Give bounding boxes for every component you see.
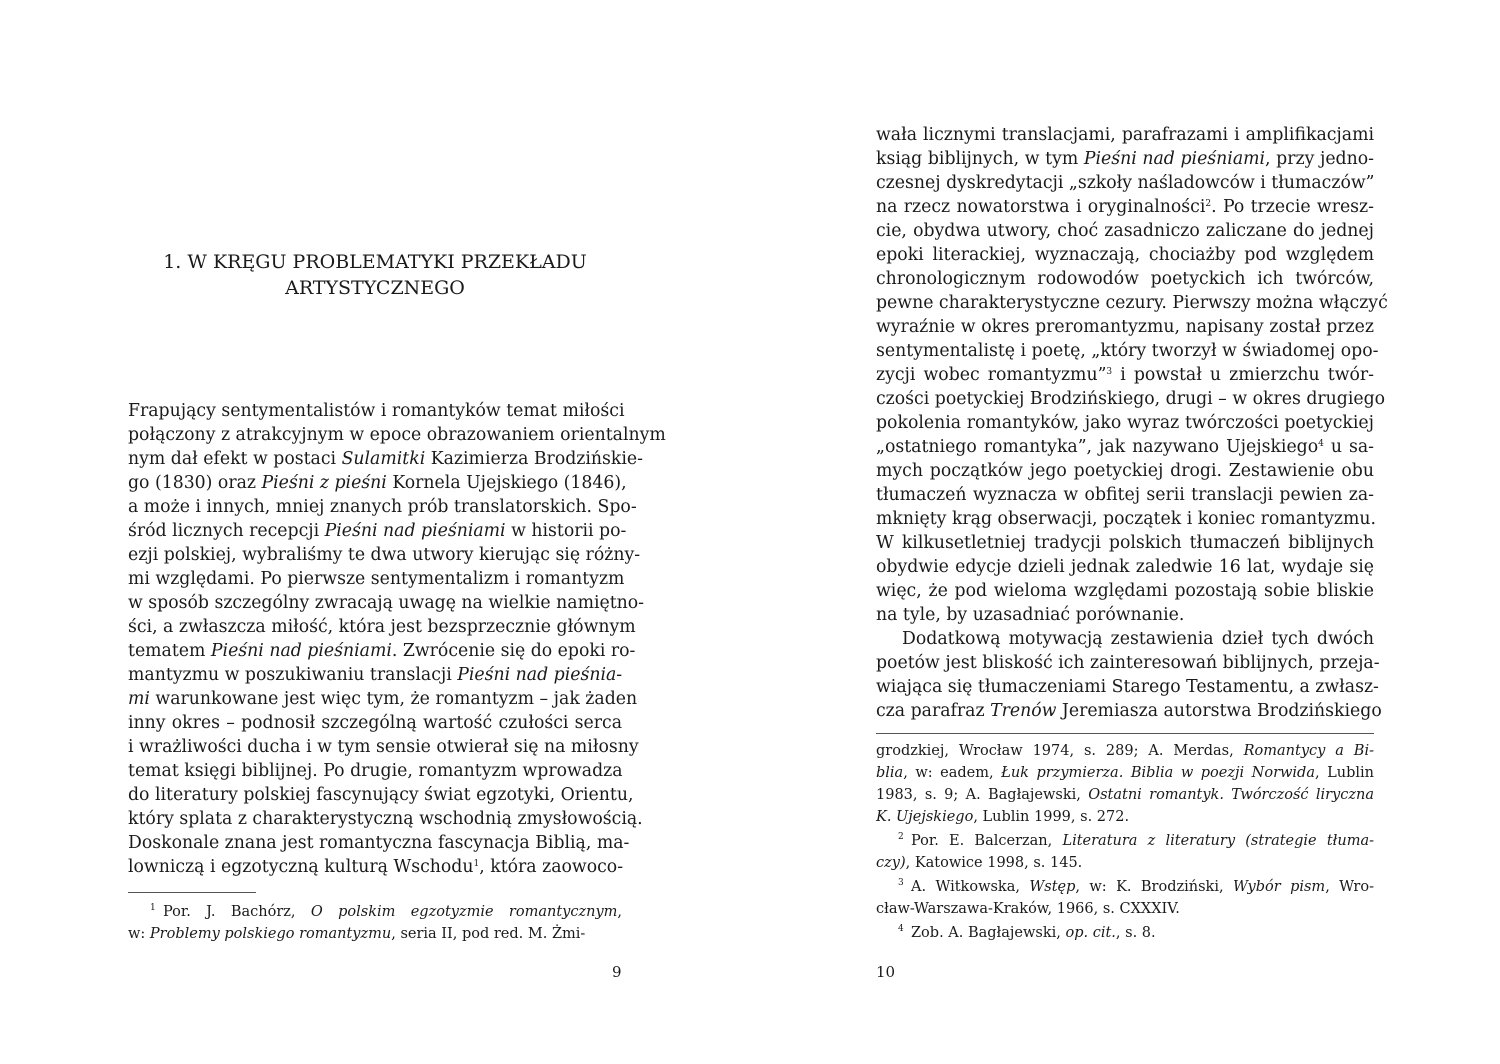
footnote-marker: 4 <box>1318 439 1324 449</box>
footnote-number: 3 <box>898 878 904 888</box>
text-line: nym dał efekt w postaci Sulamitki Kazimierza Brodzińskie- <box>128 449 643 469</box>
right-body-text <box>876 123 1388 723</box>
text-line: mi warunkowane jest więc tym, że romantyzm – jak żaden <box>128 689 638 709</box>
footnote-line: $^3$ A. Witkowska, Wstęp, w: K. Brodziński, Wybór pism, Wro- <box>898 878 1374 895</box>
text-line: pokolenia romantyków, jako wyraz twórczości poetyckiej <box>876 413 1374 433</box>
footnote-line: czy), Katowice 1998, s. 145. <box>876 855 1083 871</box>
text-line: w sposób szczególny zwracają uwagę na wielkie namiętno- <box>128 593 645 613</box>
left-footnotes <box>128 901 622 947</box>
text-line: który splata z charakterystyczną wschodnią zmysłowością. <box>128 809 643 829</box>
text-line: mknięty krąg obserwacji, początek i koniec romantyzmu. <box>876 509 1376 529</box>
text-line: mantyzmu w poszukiwaniu translacji Pieśni nad pieśnia- <box>128 665 623 685</box>
chapter-title-line: 1. W KRĘGU PROBLEMATYKI PRZEKŁADU <box>163 251 587 273</box>
text-line: cie, obydwa utwory, choć zasadniczo zaliczane do jednej <box>876 221 1374 241</box>
footnote-separator <box>876 733 1374 734</box>
text-line: a może i innych, mniej znanych prób translatorskich. Spo- <box>128 497 637 517</box>
footnote-marker: 3 <box>1106 367 1113 377</box>
text-line: tematem Pieśni nad pieśniami. Zwrócenie się do epoki ro- <box>128 641 636 661</box>
text-line: wiająca się tłumaczeniami Starego Testamentu, a zwłasz- <box>876 677 1379 697</box>
footnote-line: $^4$ Zob. A. Bagłajewski, op. cit., s. 8. <box>898 924 1156 941</box>
footnote-line: K. Ujejskiego, Lublin 1999, s. 272. <box>876 809 1130 825</box>
text-line: wyraźnie w okres preromantyzmu, napisany został przez <box>876 317 1374 337</box>
footnote-separator <box>128 892 256 893</box>
footnote-line: cław-Warszawa-Kraków, 1966, s. CXXXIV. <box>876 901 1180 917</box>
text-line: ezji polskiej, wybraliśmy te dwa utwory kierując się różny- <box>128 545 641 565</box>
text-line: do literatury polskiej fascynujący świat egzotyki, Orientu, <box>128 785 634 805</box>
footnote-line: grodzkiej, Wrocław 1974, s. 289; A. Merdas, Romantycy a Bi- <box>876 743 1374 759</box>
chapter-title-line: ARTYSTYCZNEGO <box>285 277 465 299</box>
text-line: Doskonale znana jest romantyczna fascynacja Biblią, ma- <box>128 833 630 853</box>
text-line: więc, że pod wieloma względami pozostają sobie bliskie <box>876 581 1374 601</box>
footnote-marker: 2 <box>1205 199 1212 209</box>
text-line: i wrażliwości ducha i w tym sensie otwierał się na miłosny <box>128 737 639 757</box>
text-line: W kilkusetletniej tradycji polskich tłumaczeń biblijnych <box>876 533 1374 553</box>
text-line: na tyle, by uzasadniać porównanie. <box>876 605 1185 625</box>
text-line: czości poetyckiej Brodzińskiego, drugi – w okres drugiego <box>876 389 1386 409</box>
text-line: mych początków jego poetyckiej drogi. Zestawienie obu <box>876 461 1374 481</box>
text-line: tłumaczeń wyznacza w obfitej serii translacji pewien za- <box>876 485 1374 505</box>
text-line: „ostatniego romantyka”, jak nazywano Ujejskiego$^4$ u sa- <box>876 437 1374 457</box>
footnote-number: 2 <box>898 832 904 842</box>
text-line: epoki literackiej, wyznaczają, chociażby pod względem <box>876 245 1374 265</box>
footnote <box>128 901 622 945</box>
text-line: śród licznych recepcji Pieśni nad pieśniami w historii po- <box>128 521 627 541</box>
text-line: pewne charakterystyczne cezury. Pierwszy można włączyć <box>876 293 1388 313</box>
right-page <box>750 0 1500 1064</box>
text-line: czesnej dyskredytacji „szkoły naśladowców i tłumaczów” <box>876 173 1375 193</box>
footnote <box>876 922 1374 944</box>
footnote-number: 4 <box>898 924 904 934</box>
text-line: na rzecz nowatorstwa i oryginalności$^2$. Po trzecie wresz- <box>876 197 1374 217</box>
text-line: Frapujący sentymentalistów i romantyków temat miłości <box>128 401 625 421</box>
text-line: ksiąg biblijnych, w tym Pieśni nad pieśniami, przy jedno- <box>876 149 1374 169</box>
left-body-text <box>128 399 666 879</box>
page-number: 10 <box>876 963 896 981</box>
chapter-title <box>128 249 622 301</box>
footnote-number: 1 <box>150 903 156 913</box>
footnote <box>876 740 1374 828</box>
text-line: cza parafraz Trenów Jeremiasza autorstwa Brodzińskiego <box>876 701 1382 721</box>
text-line: wała licznymi translacjami, parafrazami i amplifikacjami <box>876 125 1374 145</box>
text-line: inny okres – podnosił szczególną wartość czułości serca <box>128 713 622 733</box>
right-footnotes <box>876 740 1374 946</box>
text-line: połączony z atrakcyjnym w epoce obrazowaniem orientalnym <box>128 425 666 445</box>
footnote-line: blia, w: eadem, Łuk przymierza. Biblia w poezji Norwida, Lublin <box>876 765 1374 781</box>
text-line: chronologicznym rodowodów poetyckich ich twórców, <box>876 269 1374 289</box>
footnote <box>876 876 1374 920</box>
footnote <box>876 830 1374 874</box>
text-line: poetów jest bliskość ich zainteresowań biblijnych, przeja- <box>876 653 1380 673</box>
text-line: lowniczą i egzotyczną kulturą Wschodu$^1$, która zaowoco- <box>128 857 624 877</box>
text-line: sentymentalistę i poetę, „który tworzył w świadomej opo- <box>876 341 1379 361</box>
text-line: go (1830) oraz Pieśni z pieśni Kornela Ujejskiego (1846), <box>128 473 627 493</box>
page-number: 9 <box>612 963 622 981</box>
text-line: Dodatkową motywacją zestawienia dzieł tych dwóch <box>902 629 1374 649</box>
footnote-line: 1983, s. 9; A. Bagłajewski, Ostatni romantyk. Twórczość liryczna <box>876 787 1374 803</box>
footnote-marker: 1 <box>473 859 480 869</box>
footnote-line: $^2$ Por. E. Balcerzan, Literatura z literatury (strategie tłuma- <box>898 832 1374 849</box>
text-line: obydwie edycje dzieli jednak zaledwie 16 lat, wydaje się <box>876 557 1374 577</box>
text-line: ści, a zwłaszcza miłość, która jest bezsprzecznie głównym <box>128 617 636 637</box>
footnote-line: $^1$ Por. J. Bachórz, O polskim egzotyzmie romantycznym, <box>150 903 622 920</box>
footnote-line: w: Problemy polskiego romantyzmu, seria II, pod red. M. Żmi- <box>128 926 586 942</box>
text-line: mi względami. Po pierwsze sentymentalizm i romantyzm <box>128 569 625 589</box>
text-line: zycji wobec romantyzmu”$^3$ i powstał u zmierzchu twór- <box>876 365 1375 385</box>
text-line: temat księgi biblijnej. Po drugie, romantyzm wprowadza <box>128 761 623 781</box>
